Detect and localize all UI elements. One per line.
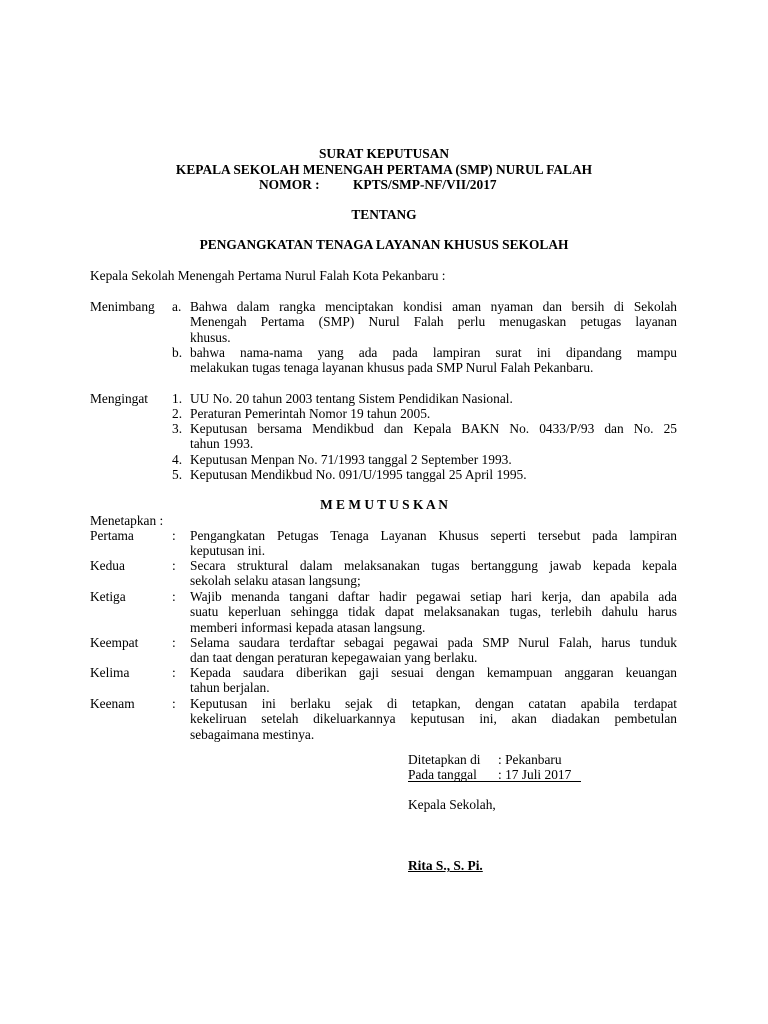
document-title: SURAT KEPUTUSAN [318,146,450,161]
subject-heading: PENGANGKATAN TENAGA LAYANAN KHUSUS SEKOLAH [199,237,569,252]
ketiga-colon: : [172,589,176,604]
keenam-colon: : [172,696,176,711]
ditetapkan-label: Ditetapkan di [408,752,481,767]
signatory-name: Rita S., S. Pi. [408,858,483,873]
ketiga-label: Ketiga [90,589,126,604]
text-line: keputusan ini. [190,543,266,559]
text-line: sebagaimana mestinya. [190,726,315,742]
menimbang-item-b [190,345,677,376]
keenam-text [190,696,677,742]
tentang-heading: TENTANG [351,207,417,222]
text-line: sekolah selaku atasan langsung; [190,573,361,589]
text-line: khusus. [190,329,231,345]
kelima-colon: : [172,665,176,680]
ketiga-text [190,589,677,635]
pertama-colon: : [172,528,176,543]
text-line: Kepada saudara diberikan gaji sesuai dengan kemampuan anggaran keuangan [190,665,677,680]
text-line: melakukan tugas tenaga layanan khusus pada SMP Nurul Falah Pekanbaru. [190,360,594,376]
text-line: dan taat dengan peraturan kepegawaian yang berlaku. [190,650,478,666]
mengingat-marker-5: 5. [172,467,183,482]
tanggal-value: : 17 Juli 2017 [498,767,572,782]
mengingat-item-2: Peraturan Pemerintah Nomor 19 tahun 2005. [190,406,431,421]
menimbang-label: Menimbang [90,299,155,314]
text-line: suatu keperluan sehingga tidak dapat melaksanakan tugas, terlebih dahulu harus [190,604,677,620]
mengingat-marker-3: 3. [172,421,183,436]
text-line: tahun berjalan. [190,680,270,696]
text-line: Secara struktural dalam melaksanakan tugas bertanggung jawab kepada kepala [190,558,677,573]
mengingat-item-1: UU No. 20 tahun 2003 tentang Sistem Pendidikan Nasional. [190,391,513,406]
ditetapkan-value: : Pekanbaru [498,752,562,767]
mengingat-item-4: Keputusan Menpan No. 71/1993 tanggal 2 September 1993. [190,452,512,467]
menetapkan-label: Menetapkan : [90,513,164,528]
kedua-label: Kedua [90,558,125,573]
mengingat-label: Mengingat [90,391,149,406]
keempat-text [190,635,677,666]
text-line: Bahwa dalam rangka menciptakan kondisi aman nyaman dan bersih di Sekolah [190,299,677,314]
kedua-text [190,558,677,589]
text-line: Pengangkatan Petugas Tenaga Layanan Khusus seperti tersebut pada lampiran [190,528,677,543]
mengingat-marker-1: 1. [172,391,183,406]
tanggal-label: Pada tanggal [408,767,477,782]
pertama-text [190,528,677,559]
kelima-text [190,665,677,696]
text-line: tahun 1993. [190,436,254,452]
mengingat-item-3 [190,421,677,452]
mengingat-marker-2: 2. [172,406,183,421]
memutuskan-heading: M E M U T U S K A N [320,497,448,512]
signatory-role: Kepala Sekolah, [408,797,496,812]
menimbang-marker-a: a. [172,299,182,314]
text-line: Keputusan bersama Mendikbud dan Kepala BAKN No. 0433/P/93 dan No. 25 [190,421,677,436]
kedua-colon: : [172,558,176,573]
keempat-label: Keempat [90,635,139,650]
mengingat-item-5: Keputusan Mendikbud No. 091/U/1995 tanggal 25 April 1995. [190,467,527,482]
pertama-label: Pertama [90,528,134,543]
document-subtitle: KEPALA SEKOLAH MENENGAH PERTAMA (SMP) NURUL FALAH [175,162,593,177]
opening-line: Kepala Sekolah Menengah Pertama Nurul Falah Kota Pekanbaru : [90,268,446,283]
text-line: Keputusan ini berlaku sejak di tetapkan, dengan catatan apabila terdapat [190,696,677,711]
text-line: bahwa nama-nama yang ada pada lampiran surat ini dipandang mampu [190,345,677,360]
menimbang-item-a [190,299,677,345]
menimbang-marker-b: b. [172,345,183,360]
keenam-label: Keenam [90,696,135,711]
text-line: Wajib menanda tangani daftar hadir pegawai setiap hari kerja, dan apabila ada [190,589,677,604]
text-line: Selama saudara terdaftar sebagai pegawai pada SMP Nurul Falah, harus tunduk [190,635,677,650]
text-line: Menengah Pertama (SMP) Nurul Falah perlu menugaskan petugas layanan [190,314,677,330]
text-line: memberi informasi kepada atasan langsung. [190,619,426,635]
nomor-label: NOMOR : [259,177,320,192]
kelima-label: Kelima [90,665,130,680]
nomor-value: KPTS/SMP-NF/VII/2017 [353,177,497,192]
text-line: kekeliruan setelah dikeluarkannya keputusan ini, akan diadakan pembetulan [190,711,677,727]
keempat-colon: : [172,635,176,650]
mengingat-marker-4: 4. [172,452,183,467]
